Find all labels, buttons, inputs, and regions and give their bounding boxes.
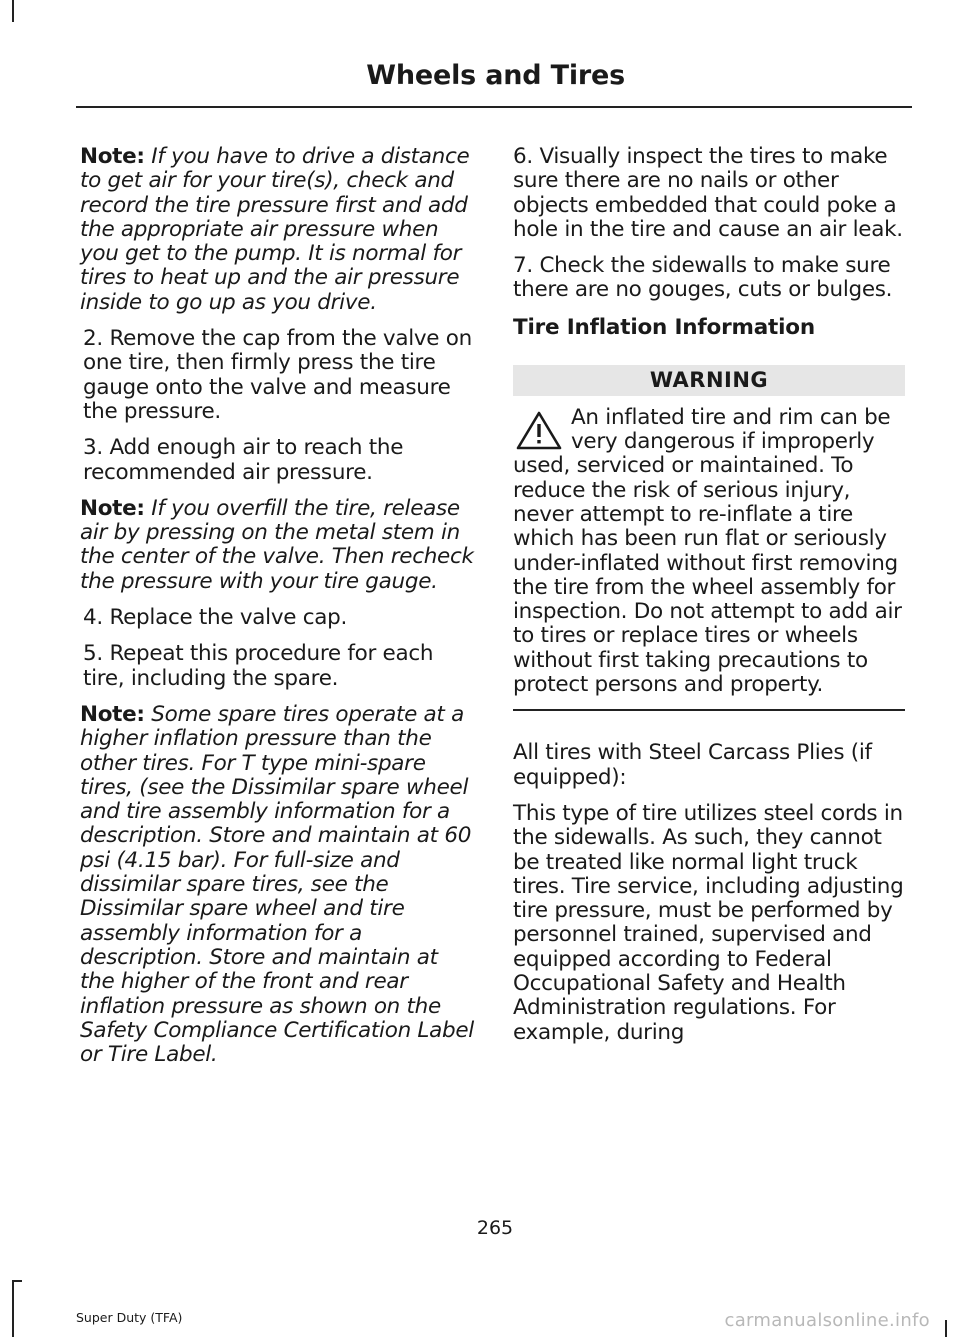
watermark: carmanualsonline.info xyxy=(724,1310,930,1331)
warning-text: An inflated tire and rim can be very dangerous if improperly used, serviced or maintained. To reduce the risk of serious injury, never attempt to re-inflate a tire which has been run flat or seriously under-inflated without first removing the tire from the wheel assembly for inspection. Do not attempt to add air to tires or replace tires or wheels without first taking precautions to protect persons and property. xyxy=(513,404,902,698)
step-3: 3. Add enough air to reach the recommended air pressure. xyxy=(83,435,404,485)
note-label: Note: xyxy=(80,144,145,169)
step-7: 7. Check the sidewalls to make sure there are no gouges, cuts or bulges. xyxy=(513,253,893,303)
warning-title: WARNING xyxy=(513,365,905,396)
warning-rule xyxy=(513,709,905,711)
paragraph-steel-carcass: All tires with Steel Carcass Plies (if equipped): xyxy=(513,740,872,790)
note-label: Note: xyxy=(80,495,145,521)
note-overfill xyxy=(80,497,475,594)
crop-mark-top-left xyxy=(12,0,14,22)
left-column xyxy=(80,145,475,1079)
paragraph-steel-cords: This type of tire utilizes steel cords in the sidewalls. As such, they cannot be treated like normal light truck tires. Tire service, including adjusting tire pressure, must be performed by personnel trained, supervised and equipped according to Federal Occupational Safety and Health Administration regulations. For example, during xyxy=(513,800,904,1045)
crop-mark-bottom-right xyxy=(945,1320,947,1337)
step-2: 2. Remove the cap from the valve on one tire, then firmly press the tire gauge onto the valve and measure the pressure. xyxy=(83,326,472,424)
header-rule xyxy=(76,106,912,108)
note-text: If you have to drive a distance to get air for your tire(s), check and record the tire pressure first and add the appropriate air pressure when you get to the pump. It is normal for tires to heat up and the air pressure inside to go up as you drive. xyxy=(80,144,470,315)
crop-mark-bottom-left xyxy=(12,1280,14,1337)
note-label: Note: xyxy=(80,701,145,727)
crop-mark-bottom-left-h xyxy=(12,1280,22,1282)
step-6: 6. Visually inspect the tires to make sure there are no nails or other objects embedded that could poke a hole in the tire and cause an air leak. xyxy=(513,144,903,242)
footer-title: Super Duty (TFA) xyxy=(76,1310,183,1325)
step-5: 5. Repeat this procedure for each tire, including the spare. xyxy=(83,641,434,691)
right-column xyxy=(513,145,905,1057)
step-4: 4. Replace the valve cap. xyxy=(83,605,347,631)
page-header-title: Wheels and Tires xyxy=(366,60,625,91)
warning-triangle-icon xyxy=(513,408,565,454)
note-tire-distance xyxy=(80,145,475,315)
note-spare-tires xyxy=(80,703,475,1067)
page-number: 265 xyxy=(476,1217,514,1239)
note-text: If you overfill the tire, release air by pressing on the metal stem in the center of the valve. Then recheck the pressure with your tire gauge. xyxy=(80,495,474,594)
warning-body xyxy=(513,406,905,698)
note-text: Some spare tires operate at a higher inflation pressure than the other tires. For T type mini-spare tires, (see the Dissimilar spare wheel and tire assembly information for a description. Store and maintain at 60 psi (4.15 bar). For full-size and dissimilar spare tires, see the Dissimilar spare wheel and tire assembly information for a description. Store and maintain at the higher of the front and rear inflation pressure as shown on the Safety Compliance Certification Label or Tire Label. xyxy=(80,701,474,1068)
section-heading: Tire Inflation Information xyxy=(513,314,815,340)
